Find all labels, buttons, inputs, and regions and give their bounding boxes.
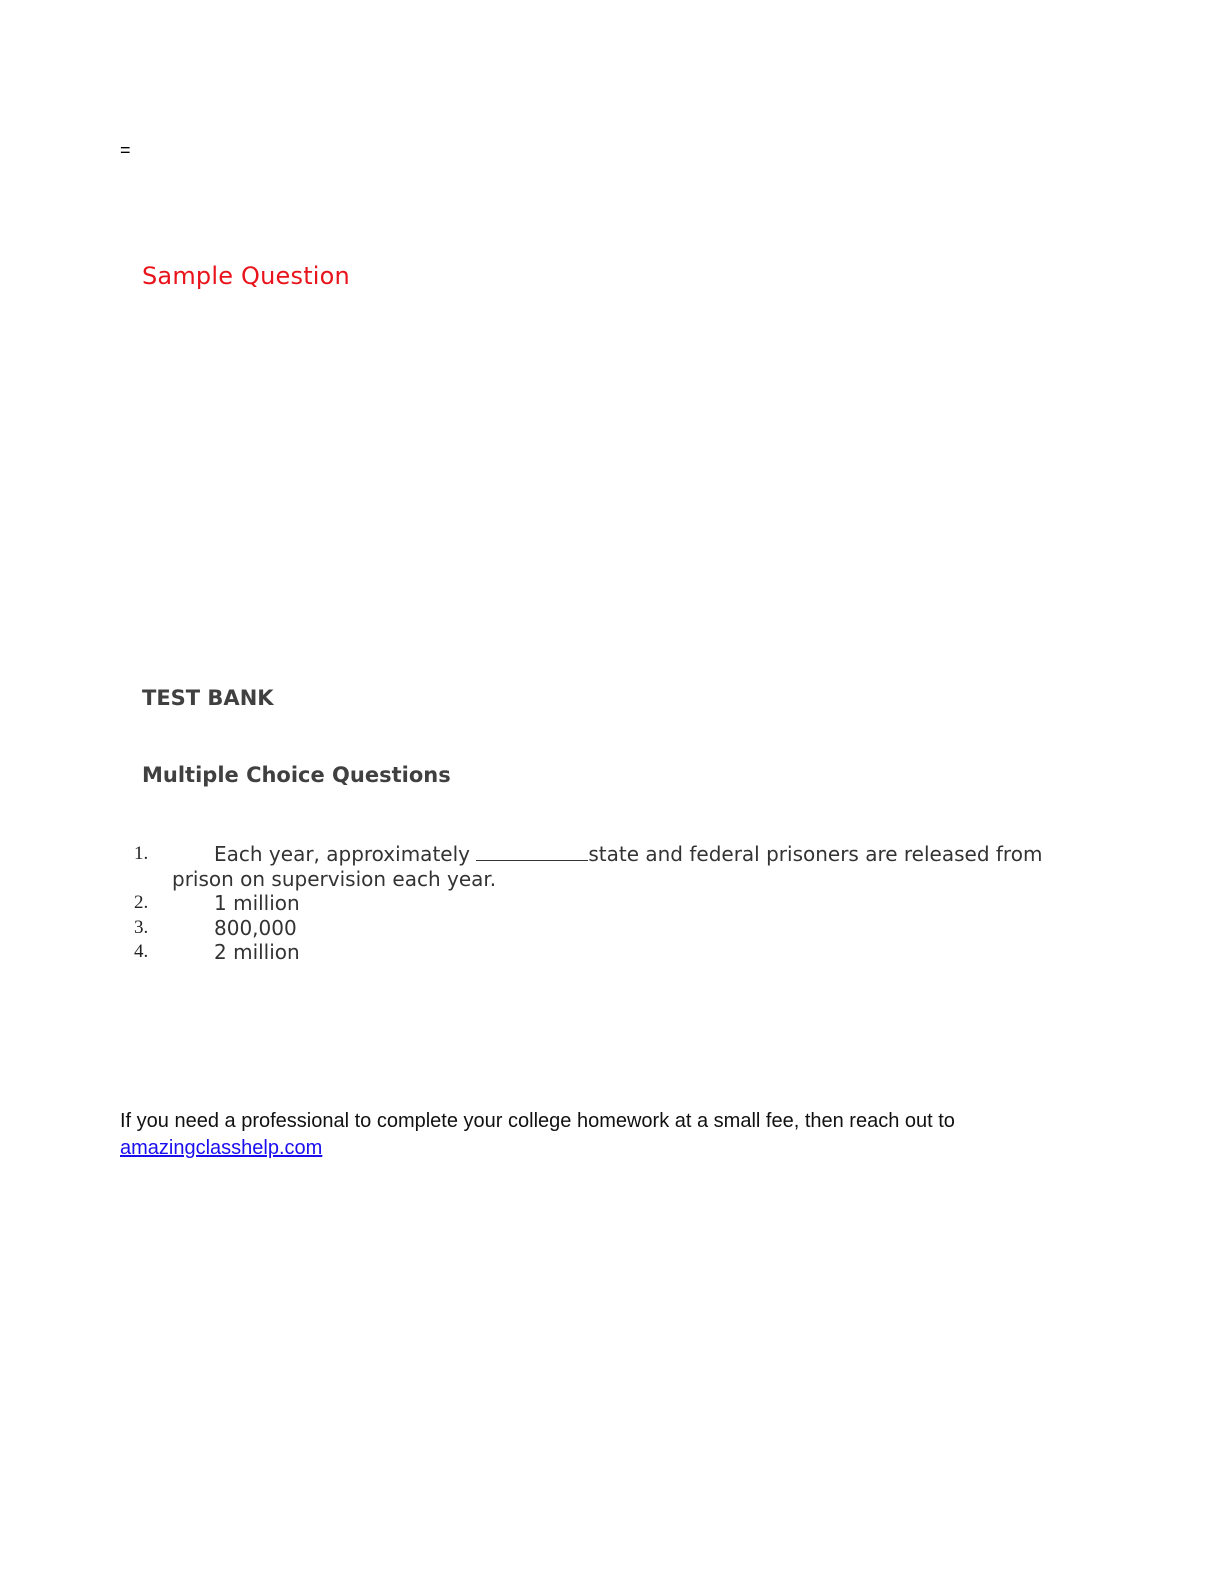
footer-text: If you need a professional to complete your college homework at a small fee, then reach out to (120, 1110, 955, 1132)
option-number: 3. (134, 916, 149, 938)
multiple-choice-heading: Multiple Choice Questions (142, 763, 451, 787)
question-text-before-blank: Each year, approximately (214, 842, 477, 866)
equals-marker: = (120, 140, 131, 160)
question-list (134, 842, 1094, 965)
question-text-continuation: prison on supervision each year. (172, 866, 497, 891)
sample-question-heading: Sample Question (142, 262, 350, 290)
question-text-line (214, 842, 1094, 867)
option-text: 2 million (214, 940, 300, 964)
question-item (134, 842, 1094, 891)
footer-note (120, 1108, 1080, 1162)
test-bank-title: TEST BANK (142, 686, 274, 710)
option-text: 1 million (214, 891, 300, 915)
option-text: 800,000 (214, 915, 297, 940)
list-item (134, 940, 1094, 965)
question-text-after-blank: state and federal prisoners are released from (588, 842, 1043, 866)
footer-link[interactable]: amazingclasshelp.com (120, 1137, 323, 1159)
question-number: 1. (134, 843, 149, 864)
option-number: 4. (134, 941, 149, 962)
answer-blank (476, 844, 588, 861)
list-item (134, 916, 1094, 941)
list-item (134, 891, 1094, 916)
option-number: 2. (134, 892, 149, 913)
